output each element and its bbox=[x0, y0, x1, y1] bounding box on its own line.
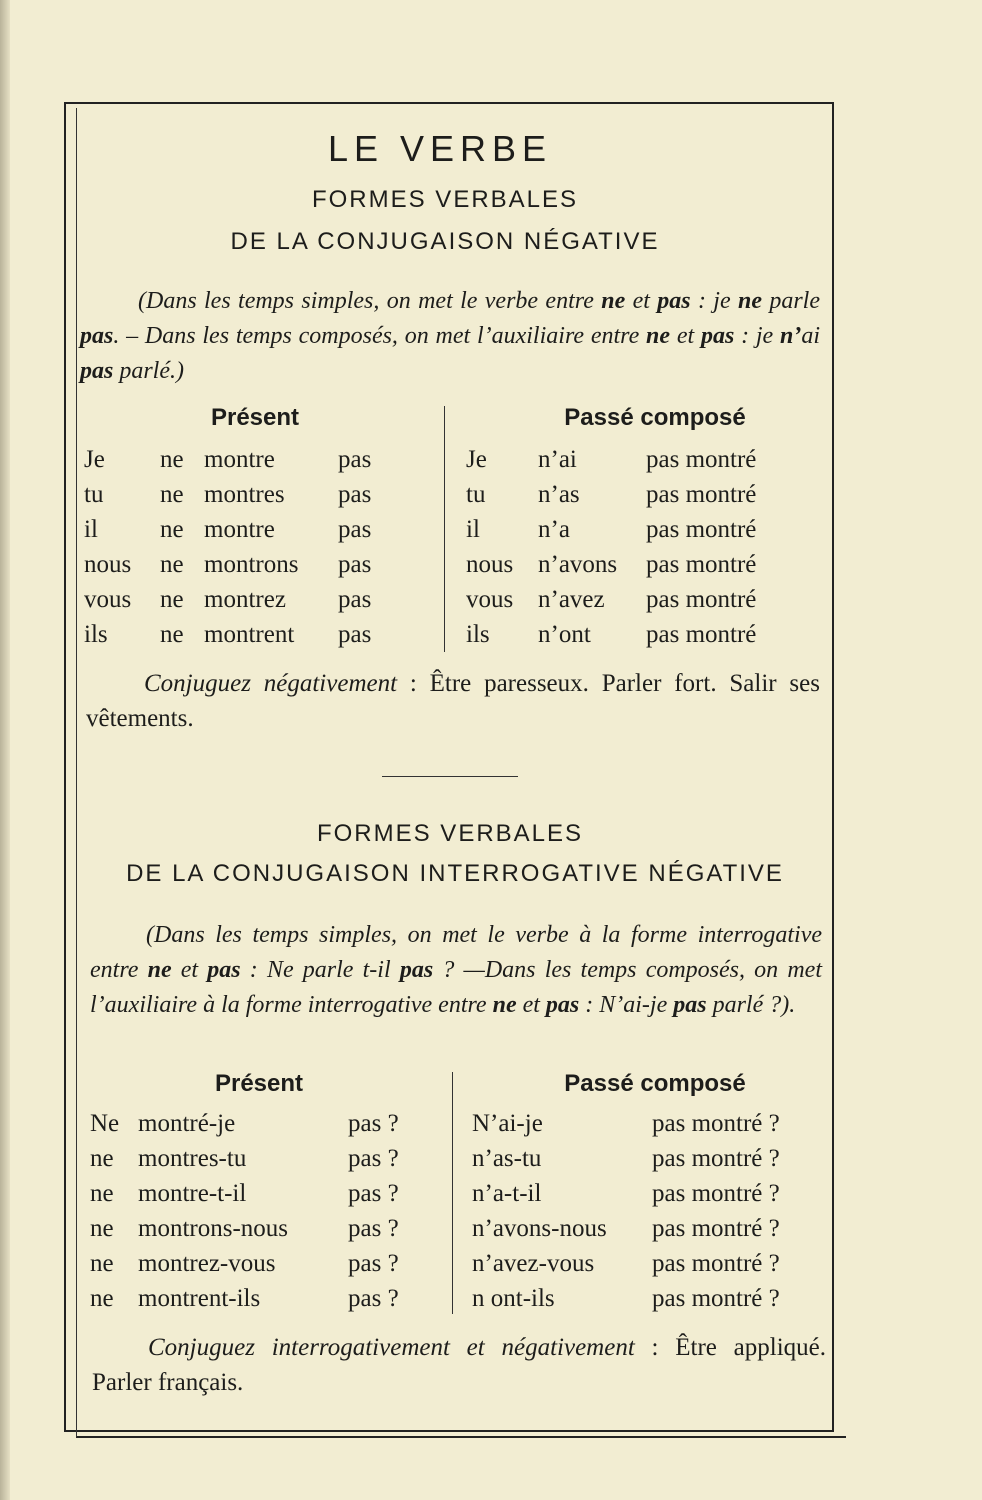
section1-exercise bbox=[86, 666, 820, 736]
table-cell: montrons-nous bbox=[138, 1215, 288, 1242]
table-cell: montre bbox=[204, 446, 275, 473]
table-cell: ne bbox=[90, 1285, 114, 1312]
table-cell: pas bbox=[338, 516, 372, 543]
section1-rule: (Dans les temps simples, on met le verbe entre ne et pas : je ne parle pas. – Dans les temps composés, on met l’auxiliaire entre ne et pas : je n’ai pas parlé.) bbox=[80, 288, 820, 384]
section-separator bbox=[382, 776, 518, 777]
table-cell: montrent bbox=[204, 621, 295, 648]
table-cell: montrez-vous bbox=[138, 1250, 276, 1277]
page-title: LE VERBE bbox=[327, 128, 553, 169]
table-cell: montre bbox=[204, 516, 275, 543]
table-cell: montrez bbox=[204, 586, 286, 613]
page-spine bbox=[0, 0, 10, 1500]
table-cell: pas montré bbox=[646, 516, 757, 543]
table-cell: pas bbox=[338, 551, 372, 578]
table-cell: pas montré bbox=[646, 481, 757, 508]
table-cell: Je bbox=[84, 446, 105, 473]
table-cell: n’as-tu bbox=[472, 1145, 542, 1172]
table-cell: montré-je bbox=[138, 1110, 236, 1137]
table-cell: ne bbox=[160, 481, 184, 508]
table-cell: nous bbox=[84, 551, 132, 578]
table-cell: pas montré ? bbox=[652, 1145, 780, 1172]
section2-rule: (Dans les temps simples, on met le verbe à la forme interrogative entre ne et pas : Ne parle t-il pas ? —Dans les temps composés, on met l’auxiliaire à la forme interrogative entre ne et pas : N’ai-je pas parlé ?). bbox=[90, 922, 823, 1018]
table-cell: montres bbox=[204, 481, 285, 508]
table-cell: pas ? bbox=[348, 1285, 399, 1312]
section2-exercise bbox=[92, 1330, 826, 1400]
table-cell: n’ont bbox=[538, 621, 591, 648]
table-cell: pas montré bbox=[646, 446, 757, 473]
section1-heading-1: FORMES VERBALES bbox=[311, 186, 579, 213]
table-cell: pas ? bbox=[348, 1110, 399, 1137]
table-cell: nous bbox=[466, 551, 514, 578]
table-cell: pas ? bbox=[348, 1145, 399, 1172]
table-cell: tu bbox=[466, 481, 486, 508]
section2-present-header: Présent bbox=[214, 1070, 304, 1097]
table-cell: n’ai bbox=[538, 446, 577, 473]
table-cell: il bbox=[466, 516, 480, 543]
table-cell: N’ai-je bbox=[472, 1110, 543, 1137]
table-cell: pas montré bbox=[646, 551, 757, 578]
table-cell: montres-tu bbox=[138, 1145, 247, 1172]
table-cell: vous bbox=[84, 586, 132, 613]
table-cell: n’avons-nous bbox=[472, 1215, 607, 1242]
table-cell: ne bbox=[160, 551, 184, 578]
table-cell: n’as bbox=[538, 481, 580, 508]
section1-exercise-text: : Être paresseux. Parler fort. Salir ses vêtements. bbox=[86, 670, 820, 732]
table-cell: pas ? bbox=[348, 1215, 399, 1242]
table-cell: pas montré ? bbox=[652, 1215, 780, 1242]
table-cell: pas ? bbox=[348, 1250, 399, 1277]
table-cell: pas bbox=[338, 446, 372, 473]
section2-passe-header: Passé composé bbox=[564, 1070, 746, 1097]
section2-column-divider bbox=[452, 1072, 453, 1314]
section2-exercise-label: Conjuguez interrogativement et négativement bbox=[148, 1334, 635, 1361]
table-cell: ils bbox=[84, 621, 108, 648]
table-cell: ne bbox=[90, 1145, 114, 1172]
table-cell: ne bbox=[160, 446, 184, 473]
section1-heading-2: DE LA CONJUGAISON NÉGATIVE bbox=[230, 228, 660, 255]
table-cell: montrent-ils bbox=[138, 1285, 261, 1312]
table-cell: montrons bbox=[204, 551, 299, 578]
table-cell: pas montré bbox=[646, 586, 757, 613]
table-cell: montre-t-il bbox=[138, 1180, 247, 1207]
table-cell: ils bbox=[466, 621, 490, 648]
section1-column-divider bbox=[444, 406, 445, 652]
table-cell: ne bbox=[90, 1250, 114, 1277]
section2-exercise-text: : Être appliqué. Parler français. bbox=[92, 1334, 827, 1396]
table-cell: il bbox=[84, 516, 98, 543]
table-cell: pas montré ? bbox=[652, 1250, 780, 1277]
section1-passe-header: Passé composé bbox=[564, 404, 746, 431]
section1-present-header: Présent bbox=[210, 404, 300, 431]
table-cell: n’a-t-il bbox=[472, 1180, 542, 1207]
table-cell: n’avez-vous bbox=[472, 1250, 595, 1277]
table-cell: ne bbox=[160, 586, 184, 613]
table-cell: n ont-ils bbox=[472, 1285, 555, 1312]
table-cell: pas bbox=[338, 481, 372, 508]
table-cell: n’a bbox=[538, 516, 570, 543]
table-cell: n’avons bbox=[538, 551, 618, 578]
table-cell: pas montré ? bbox=[652, 1110, 780, 1137]
table-cell: pas montré ? bbox=[652, 1285, 780, 1312]
table-cell: n’avez bbox=[538, 586, 605, 613]
table-cell: ne bbox=[160, 516, 184, 543]
section2-heading-1: FORMES VERBALES bbox=[316, 820, 584, 847]
table-cell: pas bbox=[338, 586, 372, 613]
table-cell: pas bbox=[338, 621, 372, 648]
table-cell: pas montré bbox=[646, 621, 757, 648]
table-cell: Je bbox=[466, 446, 487, 473]
table-cell: tu bbox=[84, 481, 104, 508]
section1-exercise-label: Conjuguez négativement bbox=[144, 670, 398, 697]
table-cell: vous bbox=[466, 586, 514, 613]
table-cell: pas ? bbox=[348, 1180, 399, 1207]
section2-heading-2: DE LA CONJUGAISON INTERROGATIVE NÉGATIVE bbox=[126, 860, 784, 887]
table-cell: ne bbox=[90, 1180, 114, 1207]
table-cell: pas montré ? bbox=[652, 1180, 780, 1207]
table-cell: Ne bbox=[90, 1110, 120, 1137]
table-cell: ne bbox=[160, 621, 184, 648]
table-cell: ne bbox=[90, 1215, 114, 1242]
